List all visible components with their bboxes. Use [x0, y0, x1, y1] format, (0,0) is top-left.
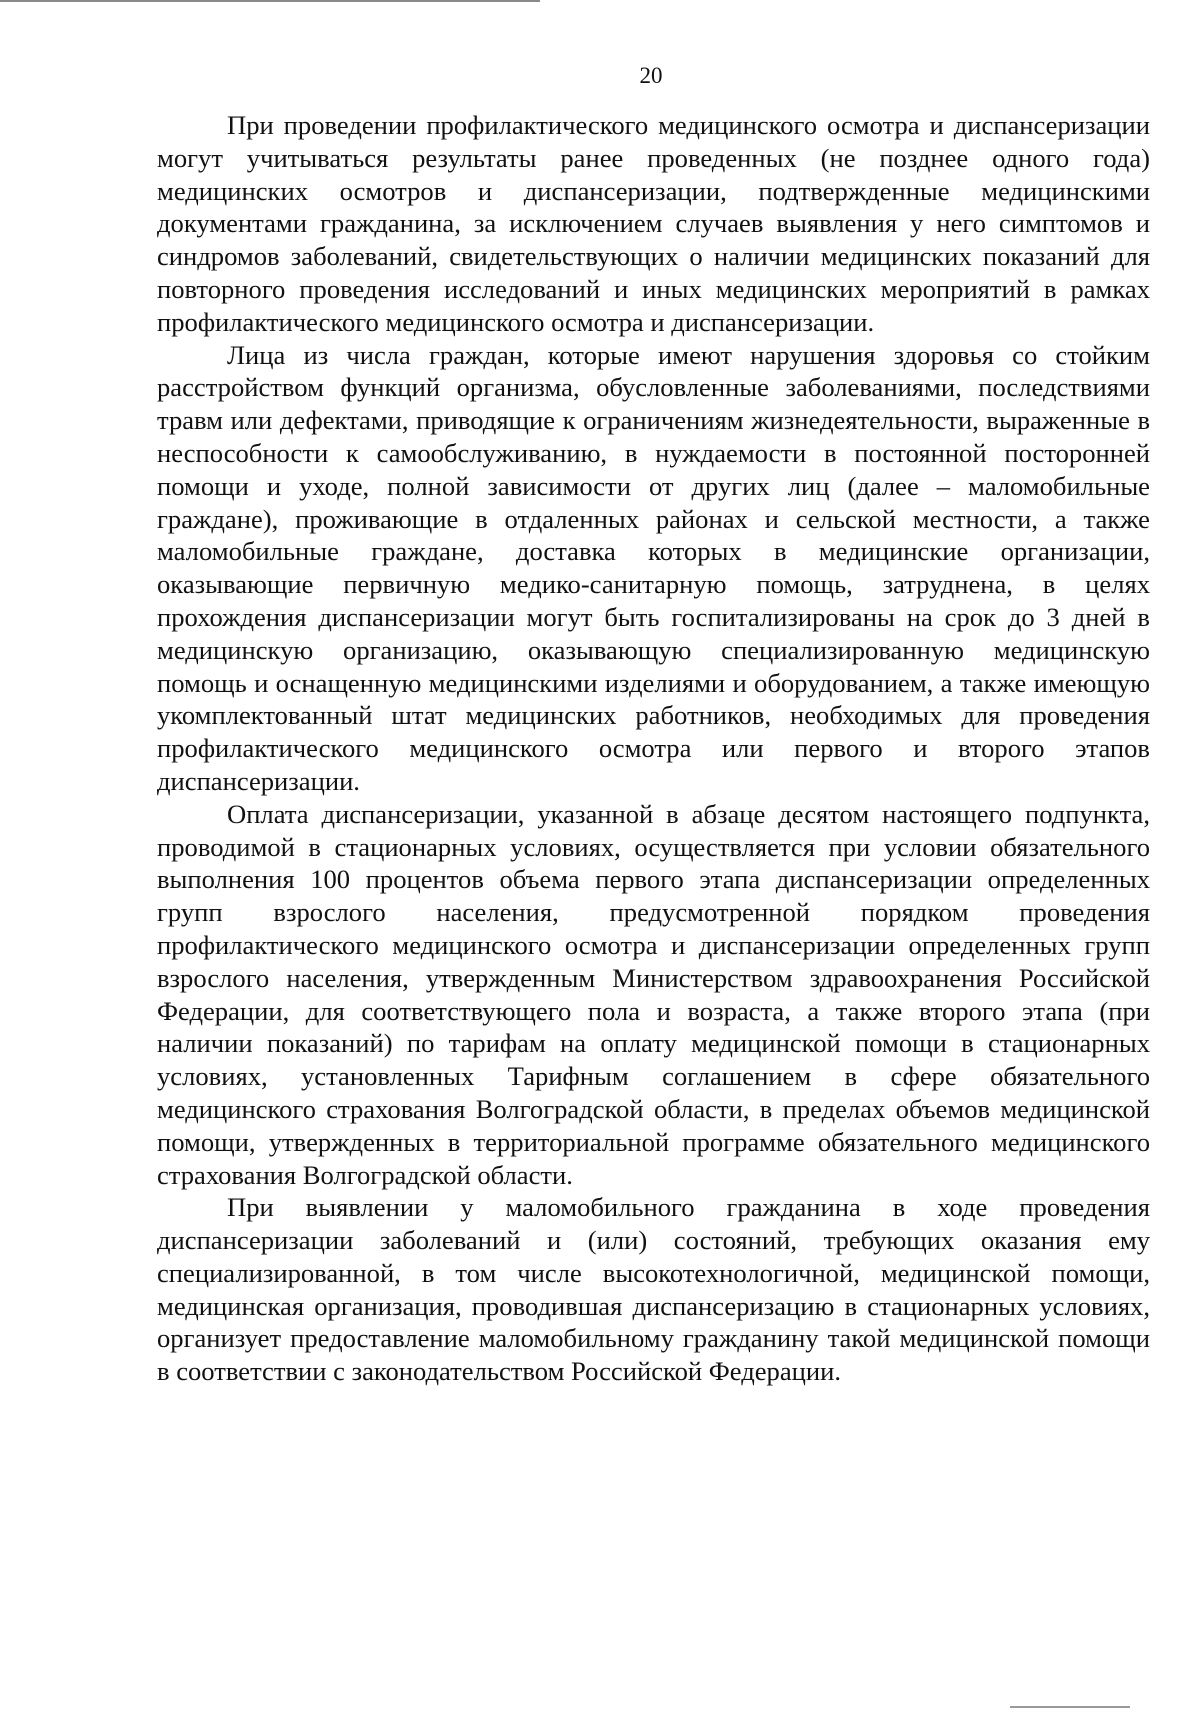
document-body	[157, 109, 1150, 1388]
scan-edge-top	[0, 0, 540, 2]
paragraph-specialized-care: При выявлении у маломобильного гражданина в ходе проведения диспансеризации заболеваний и (или) состояний, требующих оказания ему специализированной, в том числе высокотехнологичной, медицинской помощи, медицинская организация, проводившая диспансеризацию в стационарных условиях, организует предоставление маломобильному гражданину такой медицинской помощи в соответствии с законодательством Российской Федерации.	[157, 1192, 1150, 1387]
scan-edge-bottom	[1010, 1706, 1130, 1708]
paragraph-prior-examinations: При проведении профилактического медицинского осмотра и диспансеризации могут учитываться результаты ранее проведенных (не позднее одного года) медицинских осмотров и диспансеризации, подтвержденные медицинскими документами гражданина, за исключением случаев выявления у него симптомов и синдромов заболеваний, свидетельствующих о наличии медицинских показаний для повторного проведения исследований и иных медицинских мероприятий в рамках профилактического медицинского осмотра и диспансеризации.	[157, 110, 1150, 337]
page-number: 20	[639, 63, 663, 88]
paragraph-low-mobility-citizens: Лица из числа граждан, которые имеют нарушения здоровья со стойким расстройством функций организма, обусловленные заболеваниями, последствиями травм или дефектами, приводящие к ограничениям жизнедеятельности, выраженные в неспособности к самообслуживанию, в нуждаемости в постоянной посторонней помощи и уходе, полной зависимости от других лиц (далее – маломобильные граждане), проживающие в отдаленных районах и сельской местности, а также маломобильные граждане, доставка которых в медицинские организации, оказывающие первичную медико-санитарную помощь, затруднена, в целях прохождения диспансеризации могут быть госпитализированы на срок до 3 дней в медицинскую организацию, оказывающую специализированную медицинскую помощь и оснащенную медицинскими изделиями и оборудованием, а также имеющую укомплектованный штат медицинских работников, необходимых для проведения профилактического медицинского осмотра или первого и второго этапов диспансеризации.	[157, 339, 1150, 796]
paragraph-payment-conditions: Оплата диспансеризации, указанной в абзаце десятом настоящего подпункта, проводимой в стационарных условиях, осуществляется при условии обязательного выполнения 100 процентов объема первого этапа диспансеризации определенных групп взрослого населения, предусмотренной порядком проведения профилактического медицинского осмотра и диспансеризации определенных групп взрослого населения, утвержденным Министерством здравоохранения Российской Федерации, для соответствующего пола и возраста, а также второго этапа (при наличии показаний) по тарифам на оплату медицинской помощи в стационарных условиях, установленных Тарифным соглашением в сфере обязательного медицинского страхования Волгоградской области, в пределах объемов медицинской помощи, утвержденных в территориальной программе обязательного медицинского страхования Волгоградской области.	[157, 798, 1150, 1190]
